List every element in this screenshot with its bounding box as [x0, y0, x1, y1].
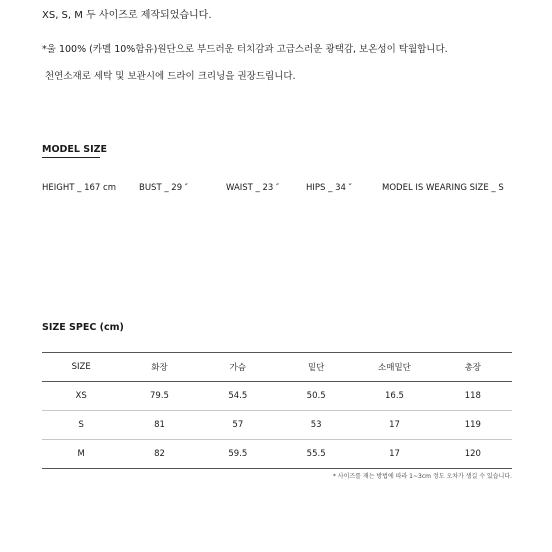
size-spec-header-row	[42, 353, 512, 382]
cell-chest: 54.5	[199, 382, 277, 411]
model-wearing-size: MODEL IS WEARING SIZE _ S	[382, 183, 504, 193]
cell-total-length: 120	[434, 440, 512, 469]
cell-sleeve-hem: 16.5	[355, 382, 433, 411]
table-row	[42, 440, 512, 469]
cell-size: XS	[42, 382, 120, 411]
header-hem: 밑단	[277, 353, 355, 382]
cell-sleeve-length: 82	[120, 440, 198, 469]
cell-total-length: 119	[434, 411, 512, 440]
cell-sleeve-hem: 17	[355, 411, 433, 440]
table-row	[42, 411, 512, 440]
intro-line-material: *울 100% (카멜 10%함유)원단으로 부드러운 터치감과 고급스러운 광택감, 보온성이 탁월합니다.	[42, 44, 448, 55]
model-size-title: MODEL SIZE	[42, 144, 108, 155]
header-chest: 가슴	[199, 353, 277, 382]
cell-chest: 59.5	[199, 440, 277, 469]
cell-hem: 50.5	[277, 382, 355, 411]
cell-sleeve-length: 81	[120, 411, 198, 440]
cell-chest: 57	[199, 411, 277, 440]
size-spec-title: SIZE SPEC (cm)	[42, 322, 124, 333]
header-size: SIZE	[42, 353, 120, 382]
header-total-length: 총장	[434, 353, 512, 382]
size-spec-table	[42, 352, 512, 469]
model-bust: BUST _ 29 ″	[139, 183, 188, 193]
intro-line-sizes: XS, S, M 두 사이즈로 제작되었습니다.	[42, 10, 212, 21]
cell-sleeve-hem: 17	[355, 440, 433, 469]
cell-size: M	[42, 440, 120, 469]
cell-sleeve-length: 79.5	[120, 382, 198, 411]
cell-total-length: 118	[434, 382, 512, 411]
model-height: HEIGHT _ 167 cm	[42, 183, 116, 193]
header-sleeve-hem: 소매밑단	[355, 353, 433, 382]
cell-hem: 53	[277, 411, 355, 440]
model-size-underline	[42, 157, 100, 158]
model-waist: WAIST _ 23 ″	[226, 183, 280, 193]
measurement-note: * 사이즈를 재는 방법에 따라 1~3cm 정도 오차가 생길 수 있습니다.	[332, 473, 512, 480]
cell-size: S	[42, 411, 120, 440]
cell-hem: 55.5	[277, 440, 355, 469]
model-hips: HIPS _ 34 ″	[306, 183, 352, 193]
intro-line-care: 천연소재로 세탁 및 보관시에 드라이 크리닝을 권장드립니다.	[45, 71, 296, 82]
header-sleeve-length: 화장	[120, 353, 198, 382]
table-row	[42, 382, 512, 411]
